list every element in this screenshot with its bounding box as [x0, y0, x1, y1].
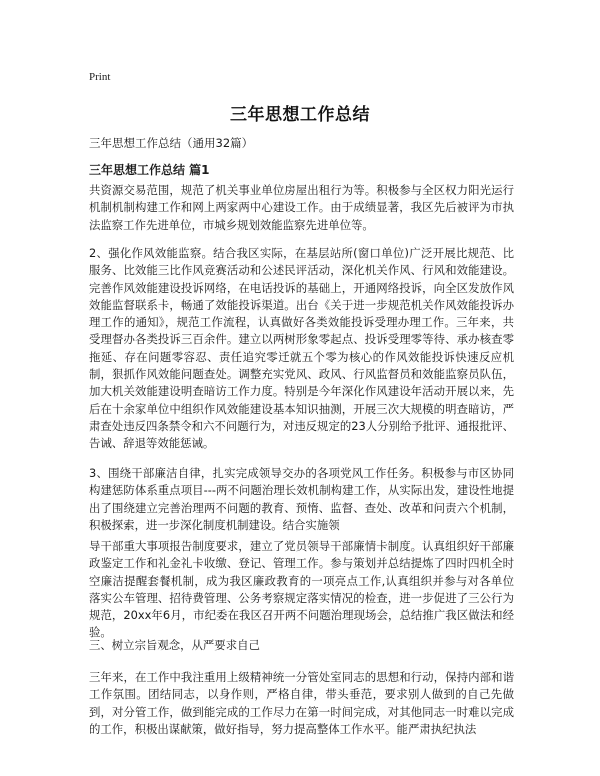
paragraph: 三年来，在工作中我注重用上级精神统一分管处室同志的思想和行动，保持内部和谐工作氛围。团结同志，以身作则，严格自律，带头垂范，要求别人做到的自己先做到，对分管工作，做到能完成的工作尽力在第一时间完成，对其他同志一时难以完成的工作，积极出谋献策，做好指导，努力提高整体工作水平。能严肃执纪执法: [89, 670, 514, 736]
print-link[interactable]: Print: [89, 71, 111, 83]
section-heading: 三年思想工作总结 篇1: [89, 163, 210, 177]
paragraph: 共资源交易范围，规范了机关事业单位房屋出租行为等。积极参与全区权力阳光运行机制机制构建工作和网上两家两中心建设工作。由于成绩显著，我区先后被评为市执法监察工作先进单位，市城乡规划效能监察先进单位等。: [89, 183, 514, 232]
paragraph-heading: 三、树立宗旨观念，从严要求自己: [89, 638, 260, 652]
paragraph: 3、围绕干部廉洁自律，扎实完成领导交办的各项党风工作任务。积极参与市区协同构建惩防体系重点项目---两不问题治理长效机制构建工作，从实际出发，建设性地提出了围绕建立完善治理两不问题的教育、预惰、监督、查处、改革和问责六个机制，积极探索，进一步深化制度机制建设。结合实施领: [89, 466, 514, 532]
document-subtitle: 三年思想工作总结（通用32篇）: [89, 136, 254, 150]
paragraph: 2、强化作风效能监察。结合我区实际，在基层站所(窗口单位)广泛开展比规范、比服务、比效能三比作风竞赛活动和公述民评活动，深化机关作风、行风和效能建设。完善作风效能建设投诉网络，在电话投诉的基础上，开通网络投诉，向全区发放作风效能监督联系卡，畅通了效能投诉渠道。出台《关于进一步规范机关作风效能投诉办理工作的通知》，规范工作流程，认真做好各类效能投诉受理办理工作。三年来，共受理督办各类投诉三百余件。建立以两树形象零起点、投诉受理零等待、承办核查零拖延、存在问题零容忍、责任追究零迁就五个零为核心的作风效能投诉快速反应机制，狠抓作风效能问题查处。调整充实党风、政风、行风监督员和效能监察员队伍，加大机关效能建设明查暗访工作力度。特别是今年深化作风建设年活动开展以来，先后在十余家单位中组织作风效能建设基本知识抽测，开展三次大规模的明查暗访，严肃查处违反四条禁令和六不问题行为，对违反规定的23人分别给予批评、通报批评、告诫、辞退等效能惩诫。: [89, 246, 514, 451]
document-title: 三年思想工作总结: [230, 105, 370, 125]
paragraph: 导干部重大事项报告制度要求，建立了党员领导干部廉情卡制度。认真组织好干部廉政鉴定工作和礼金礼卡收缴、登记、管理工作。参与策划并总结提炼了四时四机全时空廉洁提醒套餐机制，成为我区廉政教育的一项亮点工作,认真组织并参与对各单位落实公车管理、招待费管理、公务考察规定落实情况的检查，进一步促进了三公行为规范，20xx年6月，市纪委在我区召开两不问题治理现场会，总结推广我区做法和经验。: [89, 539, 514, 640]
